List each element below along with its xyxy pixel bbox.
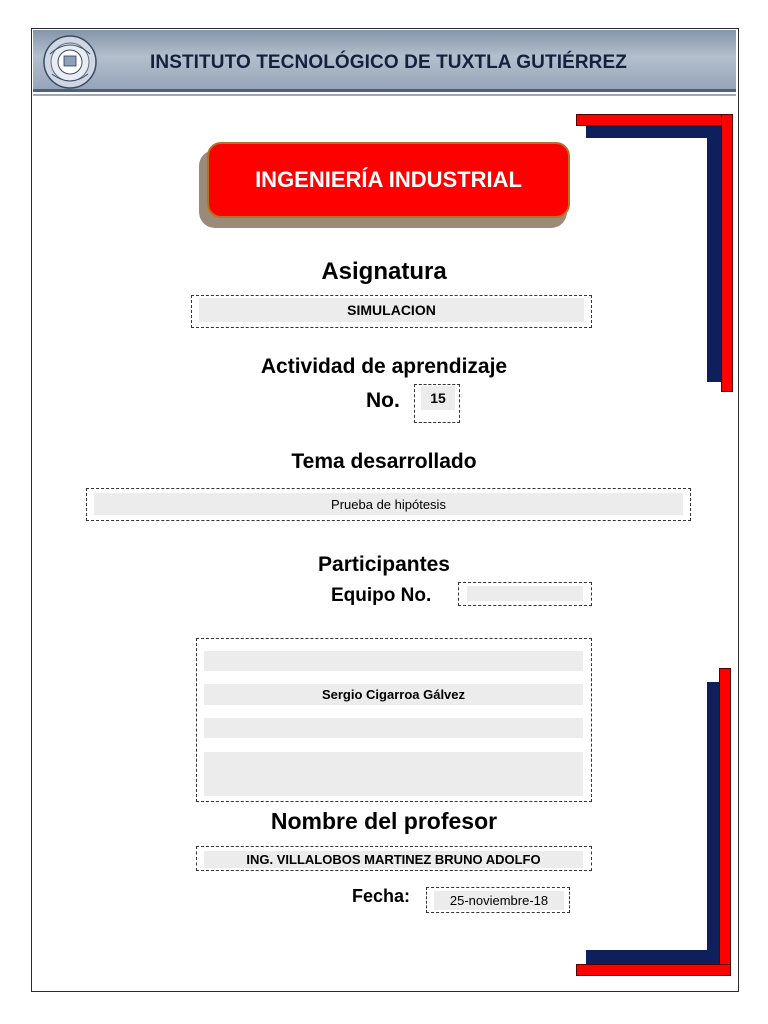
corner-bracket-top-navy-horizontal <box>586 126 721 138</box>
corner-bracket-top-red-horizontal <box>576 114 733 126</box>
corner-bracket-top-navy-vertical <box>707 126 721 382</box>
participant-name-field[interactable] <box>204 718 583 738</box>
activity-heading: Actividad de aprendizaje <box>260 355 508 378</box>
professor-value: ING. VILLALOBOS MARTINEZ BRUNO ADOLFO <box>204 851 583 868</box>
activity-number-value: 15 <box>421 386 455 410</box>
participant-name-field[interactable]: Sergio Cigarroa Gálvez <box>204 684 583 705</box>
institute-seal-icon <box>40 34 100 90</box>
header-divider <box>33 94 736 96</box>
corner-bracket-bottom-red-horizontal <box>576 964 731 976</box>
activity-number-label: No. <box>366 389 400 412</box>
career-banner <box>207 142 570 218</box>
career-banner-label: INGENIERÍA INDUSTRIAL <box>255 167 522 192</box>
topic-heading: Tema desarrollado <box>291 450 477 473</box>
participant-name-field[interactable] <box>204 752 583 796</box>
corner-bracket-top-red-vertical <box>721 114 733 392</box>
participant-name-field[interactable] <box>204 651 583 671</box>
team-number-value <box>467 586 583 601</box>
institute-title: INSTITUTO TECNOLÓGICO DE TUXTLA GUTIÉRREZ <box>150 52 627 73</box>
team-number-label: Equipo No. <box>331 585 432 606</box>
participants-heading: Participantes <box>318 553 450 576</box>
date-value: 25-noviembre-18 <box>434 891 564 910</box>
topic-value: Prueba de hipótesis <box>94 493 683 515</box>
subject-heading: Asignatura <box>321 258 447 285</box>
corner-bracket-bottom-navy-horizontal <box>586 950 719 964</box>
professor-heading: Nombre del profesor <box>270 808 498 834</box>
subject-value: SIMULACION <box>199 298 584 322</box>
date-label: Fecha: <box>352 886 411 906</box>
